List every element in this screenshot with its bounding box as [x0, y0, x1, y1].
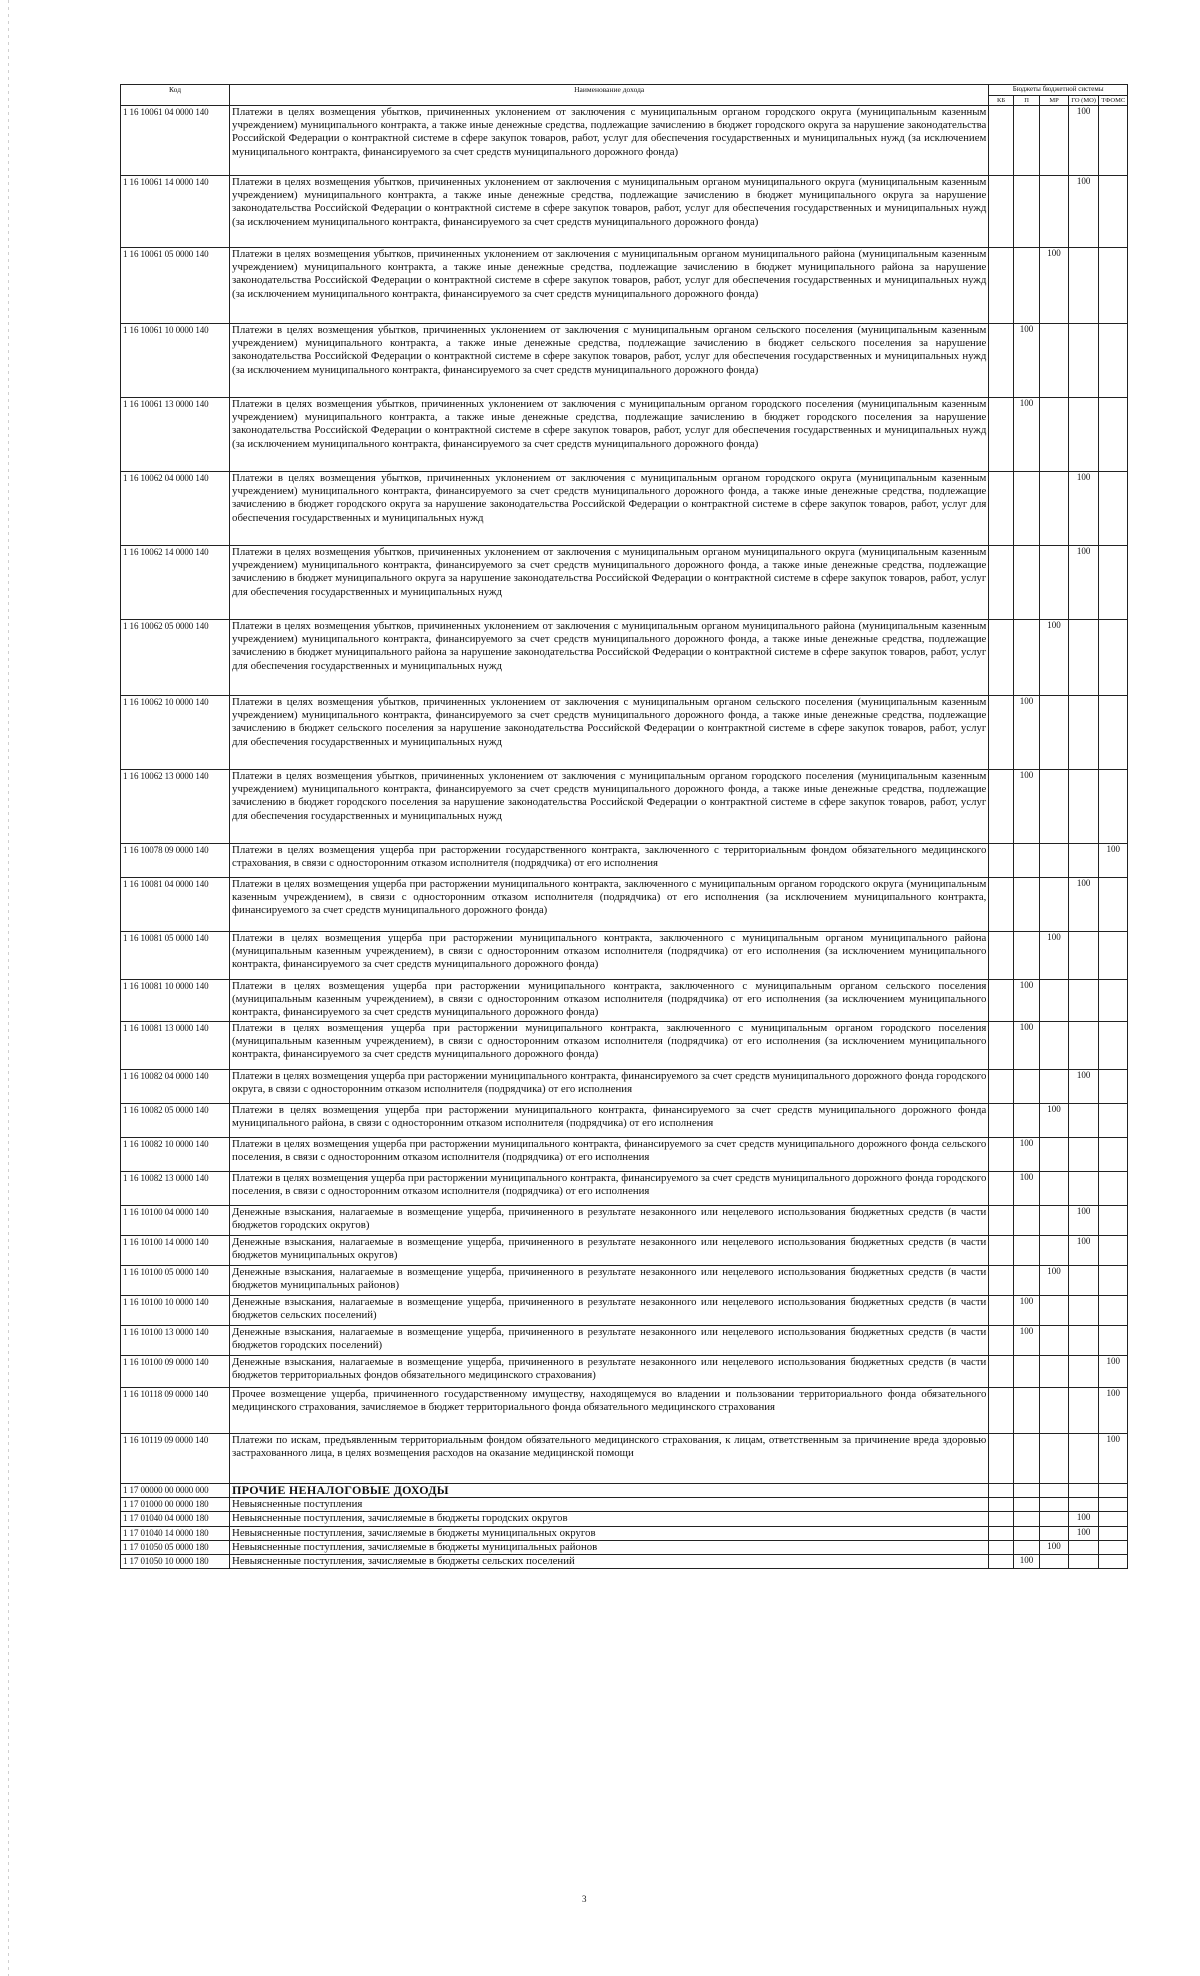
revenue-name: Платежи в целях возмещения убытков, причиненных уклонением от заключения с муниципальным органом сельского поселения (муниципальным казенным учреждением) муниципального контракта, финансируемого за счет средств муниципального дорожного фонда, а также иные денежные средства, подлежащие зачислению в бюджет сельского поселения за нарушение законодательства Российской Федерации о контрактной системе в сфере закупок товаров, работ, услуг для обеспечения государственных и муниципальных нужд	[230, 696, 989, 770]
revenue-code: 1 16 10082 04 0000 140	[121, 1070, 230, 1104]
share-cell-kb	[989, 324, 1013, 398]
share-cell-tfoms	[1099, 878, 1128, 932]
share-cell-mr	[1040, 1526, 1069, 1540]
share-cell-mr	[1040, 324, 1069, 398]
share-cell-p	[1013, 878, 1039, 932]
revenue-name: Платежи в целях возмещения ущерба при расторжении муниципального контракта, финансируемого за счет средств муниципального дорожного фонда городского округа, в связи с односторонним отказом исполнителя (подрядчика) от его исполнения	[230, 1070, 989, 1104]
revenue-code: 1 16 10062 14 0000 140	[121, 546, 230, 620]
table-body	[121, 106, 1128, 1569]
share-cell-tfoms	[1099, 546, 1128, 620]
share-cell-go	[1068, 248, 1099, 324]
revenue-code: 1 16 10062 10 0000 140	[121, 696, 230, 770]
share-cell-mr	[1040, 106, 1069, 176]
header-col-go: ГО (МО)	[1068, 95, 1099, 106]
revenue-name: Платежи в целях возмещения ущерба при расторжении государственного контракта, заключенного с территориальным фондом обязательного медицинского страхования, в связи с односторонним отказом исполнителя (подрядчика) от его исполнения	[230, 844, 989, 878]
share-cell-tfoms	[1099, 398, 1128, 472]
share-cell-kb	[989, 1138, 1013, 1172]
share-cell-mr: 100	[1040, 248, 1069, 324]
share-cell-go	[1068, 1138, 1099, 1172]
share-cell-p	[1013, 1434, 1039, 1484]
share-cell-kb	[989, 620, 1013, 696]
share-cell-kb	[989, 1555, 1013, 1569]
revenue-code: 1 16 10081 05 0000 140	[121, 932, 230, 980]
share-cell-mr	[1040, 1172, 1069, 1206]
share-cell-tfoms	[1099, 1138, 1128, 1172]
share-cell-go: 100	[1068, 1206, 1099, 1236]
revenue-code: 1 16 10082 10 0000 140	[121, 1138, 230, 1172]
share-cell-kb	[989, 546, 1013, 620]
share-cell-go	[1068, 398, 1099, 472]
table-row	[121, 1540, 1128, 1554]
table-row	[121, 1138, 1128, 1172]
share-cell-go: 100	[1068, 1512, 1099, 1526]
share-cell-tfoms	[1099, 1326, 1128, 1356]
revenue-code: 1 16 10119 09 0000 140	[121, 1434, 230, 1484]
table-row	[121, 878, 1128, 932]
share-cell-go: 100	[1068, 878, 1099, 932]
revenue-code: 1 16 10100 14 0000 140	[121, 1236, 230, 1266]
share-cell-p: 100	[1013, 1138, 1039, 1172]
header-col-tfoms: ТФОМС	[1099, 95, 1128, 106]
share-cell-tfoms	[1099, 1498, 1128, 1512]
share-cell-go: 100	[1068, 546, 1099, 620]
table-row	[121, 106, 1128, 176]
share-cell-tfoms	[1099, 1172, 1128, 1206]
table-row	[121, 1526, 1128, 1540]
revenue-code: 1 16 10061 04 0000 140	[121, 106, 230, 176]
revenue-name: Денежные взыскания, налагаемые в возмещение ущерба, причиненного в результате незаконного или нецелевого использования бюджетных средств (в части бюджетов муниципальных районов)	[230, 1266, 989, 1296]
share-cell-go	[1068, 1555, 1099, 1569]
share-cell-p	[1013, 1356, 1039, 1388]
share-cell-mr	[1040, 1512, 1069, 1526]
share-cell-mr	[1040, 472, 1069, 546]
share-cell-mr	[1040, 696, 1069, 770]
header-budgets: Бюджеты бюджетной системы	[989, 85, 1128, 96]
share-cell-kb	[989, 1526, 1013, 1540]
table-row	[121, 1326, 1128, 1356]
share-cell-go	[1068, 1540, 1099, 1554]
share-cell-go	[1068, 1434, 1099, 1484]
share-cell-p	[1013, 248, 1039, 324]
share-cell-tfoms	[1099, 472, 1128, 546]
scan-edge-line	[8, 0, 9, 1976]
share-cell-go	[1068, 1498, 1099, 1512]
share-cell-mr: 100	[1040, 1540, 1069, 1554]
table-row	[121, 1296, 1128, 1326]
page-mark: 3	[582, 1894, 587, 1904]
share-cell-go	[1068, 1296, 1099, 1326]
revenue-name: Невыясненные поступления, зачисляемые в бюджеты муниципальных районов	[230, 1540, 989, 1554]
table-row	[121, 1512, 1128, 1526]
share-cell-kb	[989, 696, 1013, 770]
table-row	[121, 1104, 1128, 1138]
share-cell-go	[1068, 696, 1099, 770]
revenue-name: Платежи в целях возмещения ущерба при расторжении муниципального контракта, заключенного с муниципальным органом городского поселения (муниципальным казенным учреждением), в связи с односторонним отказом исполнителя (подрядчика) от его исполнения (за исключением муниципального контракта, финансируемого за счет средств муниципального дорожного фонда)	[230, 1022, 989, 1070]
share-cell-mr	[1040, 1070, 1069, 1104]
revenue-code: 1 17 01040 04 0000 180	[121, 1512, 230, 1526]
share-cell-mr	[1040, 1022, 1069, 1070]
share-cell-mr	[1040, 398, 1069, 472]
share-cell-kb	[989, 176, 1013, 248]
share-cell-go: 100	[1068, 472, 1099, 546]
table-row	[121, 398, 1128, 472]
share-cell-tfoms	[1099, 1512, 1128, 1526]
share-cell-p	[1013, 1484, 1039, 1498]
revenue-code: 1 16 10100 04 0000 140	[121, 1206, 230, 1236]
share-cell-mr	[1040, 1206, 1069, 1236]
share-cell-mr	[1040, 1236, 1069, 1266]
share-cell-p: 100	[1013, 980, 1039, 1022]
revenue-code: 1 16 10118 09 0000 140	[121, 1388, 230, 1434]
share-cell-kb	[989, 1356, 1013, 1388]
share-cell-kb	[989, 1206, 1013, 1236]
revenue-name: Платежи в целях возмещения убытков, причиненных уклонением от заключения с муниципальным органом городского поселения (муниципальным казенным учреждением) муниципального контракта, а также иные денежные средства, подлежащие зачислению в бюджет городского поселения за нарушение законодательства Российской Федерации о контрактной системе в сфере закупок товаров, работ, услуг для обеспечения государственных и муниципальных нужд (за исключением муниципального контракта, финансируемого за счет средств муниципального дорожного фонда)	[230, 398, 989, 472]
share-cell-p	[1013, 620, 1039, 696]
table-row	[121, 844, 1128, 878]
share-cell-go	[1068, 324, 1099, 398]
share-cell-p: 100	[1013, 1296, 1039, 1326]
share-cell-mr	[1040, 1484, 1069, 1498]
share-cell-p	[1013, 1388, 1039, 1434]
table-row	[121, 1356, 1128, 1388]
share-cell-go	[1068, 1388, 1099, 1434]
table-row	[121, 1266, 1128, 1296]
share-cell-mr	[1040, 770, 1069, 844]
table-row	[121, 1498, 1128, 1512]
share-cell-p: 100	[1013, 324, 1039, 398]
revenue-name: Платежи по искам, предъявленным территориальным фондом обязательного медицинского страхования, к лицам, ответственным за причинение вреда здоровью застрахованного лица, в целях возмещения расходов на оказание медицинской помощи	[230, 1434, 989, 1484]
share-cell-kb	[989, 1388, 1013, 1434]
share-cell-go	[1068, 770, 1099, 844]
share-cell-tfoms: 100	[1099, 1388, 1128, 1434]
revenue-classification-table	[120, 84, 1128, 1569]
share-cell-p	[1013, 1206, 1039, 1236]
revenue-code: 1 16 10061 13 0000 140	[121, 398, 230, 472]
revenue-name: Денежные взыскания, налагаемые в возмещение ущерба, причиненного в результате незаконного или нецелевого использования бюджетных средств (в части бюджетов городских поселений)	[230, 1326, 989, 1356]
share-cell-kb	[989, 472, 1013, 546]
revenue-code: 1 16 10061 05 0000 140	[121, 248, 230, 324]
share-cell-mr: 100	[1040, 1104, 1069, 1138]
table-row	[121, 1434, 1128, 1484]
revenue-name: Платежи в целях возмещения убытков, причиненных уклонением от заключения с муниципальным органом муниципального округа (муниципальным казенным учреждением) муниципального контракта, а также иные денежные средства, подлежащие зачислению в бюджет муниципального округа за нарушение законодательства Российской Федерации о контрактной системе в сфере закупок товаров, работ, услуг для обеспечения государственных и муниципальных нужд (за исключением муниципального контракта, финансируемого за счет средств муниципального дорожного фонда)	[230, 176, 989, 248]
share-cell-mr	[1040, 1356, 1069, 1388]
revenue-code: 1 17 01000 00 0000 180	[121, 1498, 230, 1512]
table-row	[121, 932, 1128, 980]
share-cell-tfoms	[1099, 932, 1128, 980]
revenue-code: 1 16 10061 14 0000 140	[121, 176, 230, 248]
share-cell-kb	[989, 1434, 1013, 1484]
share-cell-tfoms	[1099, 106, 1128, 176]
share-cell-tfoms	[1099, 1296, 1128, 1326]
revenue-name: Платежи в целях возмещения ущерба при расторжении муниципального контракта, финансируемого за счет средств муниципального дорожного фонда муниципального района, в связи с односторонним отказом исполнителя (подрядчика) от его исполнения	[230, 1104, 989, 1138]
share-cell-go	[1068, 1326, 1099, 1356]
share-cell-tfoms	[1099, 620, 1128, 696]
revenue-code: 1 16 10062 05 0000 140	[121, 620, 230, 696]
share-cell-tfoms	[1099, 176, 1128, 248]
share-cell-mr	[1040, 844, 1069, 878]
revenue-code: 1 16 10081 10 0000 140	[121, 980, 230, 1022]
share-cell-p	[1013, 106, 1039, 176]
share-cell-kb	[989, 1236, 1013, 1266]
share-cell-p	[1013, 1526, 1039, 1540]
revenue-name: Платежи в целях возмещения убытков, причиненных уклонением от заключения с муниципальным органом муниципального района (муниципальным казенным учреждением) муниципального контракта, финансируемого за счет средств муниципального дорожного фонда, а также иные денежные средства, подлежащие зачислению в бюджет муниципального района за нарушение законодательства Российской Федерации о контрактной системе в сфере закупок товаров, работ, услуг для обеспечения государственных и муниципальных нужд	[230, 620, 989, 696]
share-cell-tfoms	[1099, 1555, 1128, 1569]
share-cell-kb	[989, 1104, 1013, 1138]
header-col-p: П	[1013, 95, 1039, 106]
share-cell-kb	[989, 1266, 1013, 1296]
share-cell-mr	[1040, 878, 1069, 932]
revenue-name: Невыясненные поступления, зачисляемые в бюджеты сельских поселений	[230, 1555, 989, 1569]
share-cell-mr	[1040, 1326, 1069, 1356]
revenue-code: 1 16 10100 10 0000 140	[121, 1296, 230, 1326]
revenue-name: Платежи в целях возмещения ущерба при расторжении муниципального контракта, заключенного с муниципальным органом сельского поселения (муниципальным казенным учреждением), в связи с односторонним отказом исполнителя (подрядчика) от его исполнения (за исключением муниципального контракта, финансируемого за счет средств муниципального дорожного фонда)	[230, 980, 989, 1022]
revenue-name: Платежи в целях возмещения убытков, причиненных уклонением от заключения с муниципальным органом городского округа (муниципальным казенным учреждением) муниципального контракта, финансируемого за счет средств муниципального дорожного фонда, а также иные денежные средства, подлежащие зачислению в бюджет городского округа за нарушение законодательства Российской Федерации о контрактной системе в сфере закупок товаров, работ, услуг для обеспечения государственных и муниципальных нужд	[230, 472, 989, 546]
share-cell-tfoms	[1099, 1484, 1128, 1498]
revenue-code: 1 16 10082 13 0000 140	[121, 1172, 230, 1206]
share-cell-kb	[989, 1022, 1013, 1070]
revenue-code: 1 16 10081 04 0000 140	[121, 878, 230, 932]
table-row	[121, 1555, 1128, 1569]
share-cell-go	[1068, 1172, 1099, 1206]
table-row	[121, 980, 1128, 1022]
revenue-name: Платежи в целях возмещения ущерба при расторжении муниципального контракта, заключенного с муниципальным органом городского округа (муниципальным казенным учреждением), в связи с односторонним отказом исполнителя (подрядчика) от его исполнения (за исключением муниципального контракта, финансируемого за счет средств муниципального дорожного фонда)	[230, 878, 989, 932]
table-row	[121, 696, 1128, 770]
share-cell-tfoms	[1099, 1526, 1128, 1540]
share-cell-go: 100	[1068, 1526, 1099, 1540]
header-name: Наименование дохода	[230, 85, 989, 106]
share-cell-mr: 100	[1040, 620, 1069, 696]
header-col-kb: КБ	[989, 95, 1013, 106]
share-cell-mr	[1040, 1296, 1069, 1326]
share-cell-p	[1013, 932, 1039, 980]
share-cell-kb	[989, 1540, 1013, 1554]
share-cell-kb	[989, 770, 1013, 844]
revenue-name: Невыясненные поступления	[230, 1498, 989, 1512]
table-row	[121, 1388, 1128, 1434]
revenue-name: Платежи в целях возмещения убытков, причиненных уклонением от заключения с муниципальным органом сельского поселения (муниципальным казенным учреждением) муниципального контракта, а также иные денежные средства, подлежащие зачислению в бюджет сельского поселения за нарушение законодательства Российской Федерации о контрактной системе в сфере закупок товаров, работ, услуг для обеспечения государственных и муниципальных нужд (за исключением муниципального контракта, финансируемого за счет средств муниципального дорожного фонда)	[230, 324, 989, 398]
share-cell-kb	[989, 106, 1013, 176]
share-cell-p	[1013, 546, 1039, 620]
revenue-code: 1 17 00000 00 0000 000	[121, 1484, 230, 1498]
revenue-name: Прочее возмещение ущерба, причиненного государственному имуществу, находящемуся во владении и пользовании территориального фонда обязательного медицинского страхования, зачисляемое в бюджет территориального фонда обязательного медицинского страхования	[230, 1388, 989, 1434]
header-code: Код	[121, 85, 230, 106]
share-cell-kb	[989, 1296, 1013, 1326]
revenue-name: Платежи в целях возмещения убытков, причиненных уклонением от заключения с муниципальным органом муниципального района (муниципальным казенным учреждением) муниципального контракта, а также иные денежные средства, подлежащие зачислению в бюджет муниципального района за нарушение законодательства Российской Федерации о контрактной системе в сфере закупок товаров, работ, услуг для обеспечения государственных и муниципальных нужд (за исключением муниципального контракта, финансируемого за счет средств муниципального дорожного фонда)	[230, 248, 989, 324]
share-cell-tfoms	[1099, 1104, 1128, 1138]
share-cell-go: 100	[1068, 176, 1099, 248]
share-cell-kb	[989, 1326, 1013, 1356]
share-cell-tfoms	[1099, 980, 1128, 1022]
revenue-name: Невыясненные поступления, зачисляемые в бюджеты муниципальных округов	[230, 1526, 989, 1540]
revenue-name: Платежи в целях возмещения убытков, причиненных уклонением от заключения с муниципальным органом городского поселения (муниципальным казенным учреждением) муниципального контракта, финансируемого за счет средств муниципального дорожного фонда, а также иные денежные средства, подлежащие зачислению в бюджет городского поселения за нарушение законодательства Российской Федерации о контрактной системе в сфере закупок товаров, работ, услуг для обеспечения государственных и муниципальных нужд	[230, 770, 989, 844]
revenue-code: 1 17 01050 10 0000 180	[121, 1555, 230, 1569]
revenue-code: 1 17 01040 14 0000 180	[121, 1526, 230, 1540]
revenue-name: Платежи в целях возмещения ущерба при расторжении муниципального контракта, финансируемого за счет средств муниципального дорожного фонда городского поселения, в связи с односторонним отказом исполнителя (подрядчика) от его исполнения	[230, 1172, 989, 1206]
share-cell-mr: 100	[1040, 932, 1069, 980]
share-cell-mr	[1040, 980, 1069, 1022]
share-cell-p: 100	[1013, 1326, 1039, 1356]
share-cell-kb	[989, 844, 1013, 878]
share-cell-p	[1013, 176, 1039, 248]
share-cell-p: 100	[1013, 696, 1039, 770]
revenue-code: 1 16 10100 05 0000 140	[121, 1266, 230, 1296]
revenue-code: 1 16 10062 13 0000 140	[121, 770, 230, 844]
table-row	[121, 546, 1128, 620]
share-cell-mr	[1040, 1555, 1069, 1569]
share-cell-p	[1013, 1266, 1039, 1296]
share-cell-go	[1068, 1104, 1099, 1138]
share-cell-kb	[989, 1498, 1013, 1512]
table-row	[121, 1206, 1128, 1236]
table-row	[121, 324, 1128, 398]
table-row	[121, 770, 1128, 844]
table-row	[121, 248, 1128, 324]
share-cell-p: 100	[1013, 1555, 1039, 1569]
table-row	[121, 176, 1128, 248]
share-cell-kb	[989, 878, 1013, 932]
share-cell-kb	[989, 1512, 1013, 1526]
share-cell-kb	[989, 248, 1013, 324]
share-cell-kb	[989, 1070, 1013, 1104]
revenue-code: 1 16 10061 10 0000 140	[121, 324, 230, 398]
share-cell-go	[1068, 1022, 1099, 1070]
share-cell-p	[1013, 844, 1039, 878]
share-cell-tfoms	[1099, 1022, 1128, 1070]
share-cell-kb	[989, 1172, 1013, 1206]
share-cell-tfoms	[1099, 1266, 1128, 1296]
share-cell-tfoms	[1099, 1070, 1128, 1104]
share-cell-tfoms	[1099, 1540, 1128, 1554]
share-cell-p: 100	[1013, 770, 1039, 844]
revenue-name: Невыясненные поступления, зачисляемые в бюджеты городских округов	[230, 1512, 989, 1526]
share-cell-mr	[1040, 1434, 1069, 1484]
share-cell-p	[1013, 1540, 1039, 1554]
table-row	[121, 1236, 1128, 1266]
table-row	[121, 472, 1128, 546]
share-cell-go	[1068, 1356, 1099, 1388]
share-cell-tfoms: 100	[1099, 1356, 1128, 1388]
share-cell-p	[1013, 1498, 1039, 1512]
share-cell-tfoms	[1099, 770, 1128, 844]
share-cell-kb	[989, 1484, 1013, 1498]
share-cell-go: 100	[1068, 1070, 1099, 1104]
share-cell-kb	[989, 980, 1013, 1022]
share-cell-p: 100	[1013, 398, 1039, 472]
share-cell-tfoms	[1099, 1206, 1128, 1236]
revenue-name: Денежные взыскания, налагаемые в возмещение ущерба, причиненного в результате незаконного или нецелевого использования бюджетных средств (в части бюджетов муниципальных округов)	[230, 1236, 989, 1266]
share-cell-p: 100	[1013, 1172, 1039, 1206]
revenue-name: Платежи в целях возмещения убытков, причиненных уклонением от заключения с муниципальным органом муниципального округа (муниципальным казенным учреждением) муниципального контракта, финансируемого за счет средств муниципального дорожного фонда, а также иные денежные средства, подлежащие зачислению в бюджет муниципального округа за нарушение законодательства Российской Федерации о контрактной системе в сфере закупок товаров, работ, услуг для обеспечения государственных и муниципальных нужд	[230, 546, 989, 620]
share-cell-mr	[1040, 1388, 1069, 1434]
table-row	[121, 1022, 1128, 1070]
revenue-name: ПРОЧИЕ НЕНАЛОГОВЫЕ ДОХОДЫ	[230, 1484, 989, 1498]
share-cell-p	[1013, 1104, 1039, 1138]
share-cell-p	[1013, 472, 1039, 546]
revenue-code: 1 16 10082 05 0000 140	[121, 1104, 230, 1138]
revenue-code: 1 16 10062 04 0000 140	[121, 472, 230, 546]
share-cell-kb	[989, 398, 1013, 472]
revenue-code: 1 16 10078 09 0000 140	[121, 844, 230, 878]
share-cell-go	[1068, 980, 1099, 1022]
share-cell-p	[1013, 1070, 1039, 1104]
share-cell-kb	[989, 932, 1013, 980]
share-cell-go	[1068, 932, 1099, 980]
share-cell-tfoms	[1099, 696, 1128, 770]
share-cell-go	[1068, 1266, 1099, 1296]
share-cell-mr	[1040, 1498, 1069, 1512]
revenue-name: Денежные взыскания, налагаемые в возмещение ущерба, причиненного в результате незаконного или нецелевого использования бюджетных средств (в части бюджетов сельских поселений)	[230, 1296, 989, 1326]
share-cell-p	[1013, 1512, 1039, 1526]
revenue-code: 1 16 10100 09 0000 140	[121, 1356, 230, 1388]
share-cell-go	[1068, 1484, 1099, 1498]
table-row	[121, 1172, 1128, 1206]
share-cell-tfoms	[1099, 248, 1128, 324]
share-cell-go	[1068, 620, 1099, 696]
share-cell-go: 100	[1068, 106, 1099, 176]
revenue-name: Денежные взыскания, налагаемые в возмещение ущерба, причиненного в результате незаконного или нецелевого использования бюджетных средств (в части бюджетов городских округов)	[230, 1206, 989, 1236]
header-col-mr: МР	[1040, 95, 1069, 106]
share-cell-tfoms	[1099, 1236, 1128, 1266]
share-cell-go: 100	[1068, 1236, 1099, 1266]
revenue-code: 1 17 01050 05 0000 180	[121, 1540, 230, 1554]
share-cell-mr	[1040, 546, 1069, 620]
share-cell-p: 100	[1013, 1022, 1039, 1070]
share-cell-mr	[1040, 176, 1069, 248]
share-cell-mr	[1040, 1138, 1069, 1172]
share-cell-tfoms: 100	[1099, 1434, 1128, 1484]
revenue-name: Платежи в целях возмещения убытков, причиненных уклонением от заключения с муниципальным органом городского округа (муниципальным казенным учреждением) муниципального контракта, а также иные денежные средства, подлежащие зачислению в бюджет городского округа за нарушение законодательства Российской Федерации о контрактной системе в сфере закупок товаров, работ, услуг для обеспечения государственных и муниципальных нужд (за исключением муниципального контракта, финансируемого за счет средств муниципального дорожного фонда)	[230, 106, 989, 176]
share-cell-go	[1068, 844, 1099, 878]
revenue-name: Денежные взыскания, налагаемые в возмещение ущерба, причиненного в результате незаконного или нецелевого использования бюджетных средств (в части бюджетов территориальных фондов обязательного медицинского страхования)	[230, 1356, 989, 1388]
table-row	[121, 620, 1128, 696]
revenue-code: 1 16 10100 13 0000 140	[121, 1326, 230, 1356]
revenue-code: 1 16 10081 13 0000 140	[121, 1022, 230, 1070]
revenue-name: Платежи в целях возмещения ущерба при расторжении муниципального контракта, заключенного с муниципальным органом муниципального района (муниципальным казенным учреждением), в связи с односторонним отказом исполнителя (подрядчика) от его исполнения (за исключением муниципального контракта, финансируемого за счет средств муниципального дорожного фонда)	[230, 932, 989, 980]
share-cell-mr: 100	[1040, 1266, 1069, 1296]
share-cell-tfoms: 100	[1099, 844, 1128, 878]
table-row	[121, 1484, 1128, 1498]
share-cell-tfoms	[1099, 324, 1128, 398]
revenue-name: Платежи в целях возмещения ущерба при расторжении муниципального контракта, финансируемого за счет средств муниципального дорожного фонда сельского поселения, в связи с односторонним отказом исполнителя (подрядчика) от его исполнения	[230, 1138, 989, 1172]
table-row	[121, 1070, 1128, 1104]
share-cell-p	[1013, 1236, 1039, 1266]
